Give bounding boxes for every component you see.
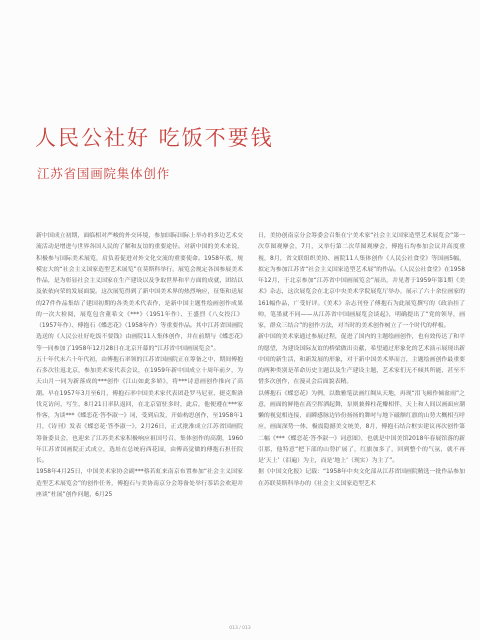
paragraph: 新中国成立初期，面临相对严峻的外交环境，参加国际国际上举办的多边艺术交流活动是增进与世界各国人民的了解和友谊的重要途径。对新中国的美术来说，积极参与国际美术展览，肩负着促进对外文化交流的重要使命。1958年底，规模宏大的“社会主义国家造型艺术展览”在莫斯科举行，展览会规定各国参展美术作品，是为彰显社会主义国家在生产建设以及争取世界和平方面的成就，团结以及依依向荣的发展面貌。这次展览得到了新中国美术界的热烈响应，征集和送展的27件作品集结了建国初期的各类美术代表作，是新中国主题性绘画创作成果的一次大检阅，展览包含董希文《***》（1951年作）、王盛烈《八女投江》（1957年作）、傅抱石《蝶恋花》（1958年作）等重要作品。其中江苏省国画院选送的《人民公社好吃饭不要钱》由画院11人集体创作，并在前期与《蝶恋花》等一同参加了1958年12月28日在北京开幕的“江苏省中国画展览会”。 (36, 233, 243, 352)
paragraph: 以傅抱石《蝶恋花》为例，以数雅笔法画红绸从天地，再现“泪飞顿作倾盆雨”之意，画面的鲜艳在高空挥洒起舞，泵则兼葬柱花瓣相伴，天上和人间以画面应潮懒的视觉相连接，而瞬感脉边钤份扬扬的舞吋与地下磁额红旗的山势大概相互呼应，画面深势一体，极震隐撼美文统美，8月，傅抱石结合框实建议再次创作第二幅《***《蝶恋花·答李淑一》词意图》，也就是中国美馆2018年春展馆落的新引那，他特意“把下部的山势扩展了，红旗加多了，回到整个的气氛，就不再是‘天上’（泪遍）为主，而是‘地上’（现实）为主了”。 (258, 390, 465, 464)
article-subtitle: 江苏省国画院集体创作 (37, 166, 171, 181)
paragraph: 五十年代末六十年代初，由傅抱石率领的江苏省国画院正在筹备之中，期间傅抱石多次往返北京，参加美术家代表会议，在1959年新中国成立十周年前夕，为天山月一同为新落成的***创作《江山如此多娇》，将***诗意画创作推向了高潮。早在1957年3月至6月，傅抱石率中国美术家代表团赴罗马尼亚、捷克斯洛伐克访问，写生，8月21日率队返回，在北京留驻多时，此后，他便遵在***家作客，为谈***《蝶恋花·答李淑一》词，受到启发，开始构思创作，至1958年1月，《诗刊》发表《蝶恋花·答李淑一》，2月26日，正式批准成立江苏省国画院筹备委员会，也迎来了江苏美术家积极响应祖国号召，集体创作的高潮，1960年江苏省国画院正式成立，选址在总统府西花园，由傅高觉做的傅抱石担任院长。 (36, 356, 243, 464)
paragraph: 新中国的美术家通过参展过程，促进了国内的主题绘画创作，也有效传达了和平的愿望，为建设国际友谊的桥梁做出贡献，希望通过形象化的艺术演示展现出新中国的新生活，和新发展的形象，对于新中国美术界而言，主题绘画创作最重要的两种类别是革命历史主题以及生产建设主题，艺术家们无不倾其所能，甚至不惜多次创作，在漫灵会后面貌表精。 (258, 334, 465, 386)
left-column (36, 231, 243, 631)
paragraph: 1958年4月25日，中国美术家协会副***蔡若虹来南京布置参加“社会主义国家造型艺术展览会”的创作任务，傅抱石与美协南京分会筹备处举行茶话会欢迎并座谈“杜展”创作问题，6月25 (36, 469, 243, 498)
article-title: 人民公社好 吃饭不要钱 (35, 126, 274, 150)
paragraph: 日，美协创南京分会筹委会召集在宁美术家“社会主义国家造型艺术展览会”第一次草图观摩会，7月，又举行第二次草图观摩会，傅抱石均参加会议并高度重视，8月，省文联组织美协、画院11人集体创作《人民公社食堂》等国画5幅，拟定为参加江苏省“社会主义国家造型艺术展”的作品。《人民公社食堂》在1958年12月，于北京参加“江苏省中国画展览会”展出，并见著于1959年第1期《美术》杂志，这次展览会在北京中央美术学院展览厅举办，展示了六十余位画家的161幅作品，广受好评。《美术》杂志刊登了傅抱石为此展览撰写的《政治挂了帅，笔墨就不同——从江苏省中国画展览会谈起》，明确提出了“党的领导，画家，群众三结合”的创作方法，对当时的美术创作树立了一个时代的样板。 (258, 233, 465, 329)
paragraph: 据《中国文化报》记载：“1958年中央文化部从江苏省国画院精选一批作品参加在苏联莫斯科举办的《社会主义国家造型艺术 (258, 469, 465, 487)
right-column (258, 231, 465, 631)
page-number: 013 / 013 (229, 626, 251, 631)
